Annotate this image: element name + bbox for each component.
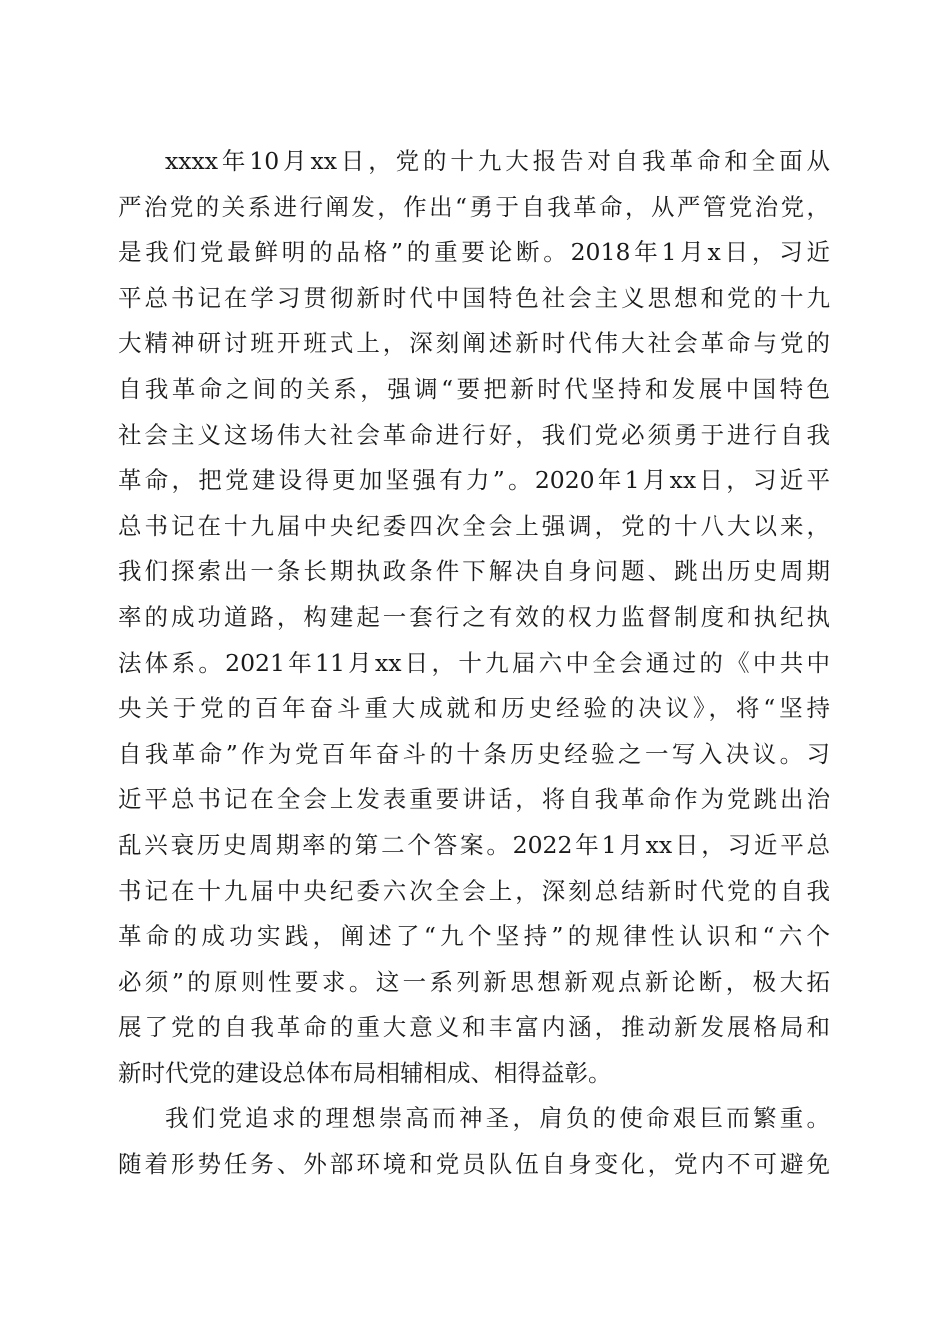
- text-line: 必须”的原则性要求。这一系列新思想新观点新论断，极大拓: [118, 967, 830, 996]
- text-line: 总书记在十九届中央纪委四次全会上强调，党的十八大以来，: [118, 511, 830, 540]
- text-line: 平总书记在学习贯彻新时代中国特色社会主义思想和党的十九: [118, 283, 830, 312]
- text-line: 大精神研讨班开班式上，深刻阐述新时代伟大社会革命与党的: [118, 329, 830, 358]
- text-line: 我们党追求的理想崇高而神圣，肩负的使命艰巨而繁重。: [165, 1104, 830, 1133]
- text-line: 社会主义这场伟大社会革命进行好，我们党必须勇于进行自我: [118, 420, 830, 449]
- paragraph: [118, 139, 830, 1096]
- text-line: 展了党的自我革命的重大意义和丰富内涵，推动新发展格局和: [118, 1013, 830, 1042]
- text-line: 乱兴衰历史周期率的第二个答案。2022年1月xx日，习近平总: [118, 830, 830, 859]
- text-line: 书记在十九届中央纪委六次全会上，深刻总结新时代党的自我: [118, 876, 830, 905]
- document-body: [118, 139, 830, 1188]
- text-line: 我们探索出一条长期执政条件下解决自身问题、跳出历史周期: [118, 557, 830, 586]
- text-line: 革命，把党建设得更加坚强有力”。2020年1月xx日，习近平: [118, 466, 830, 495]
- text-line: 率的成功道路，构建起一套行之有效的权力监督制度和执纪执: [118, 602, 830, 631]
- text-line: 严治党的关系进行阐发，作出“勇于自我革命，从严管党治党，: [118, 192, 830, 221]
- text-line: xxxx年10月xx日，党的十九大报告对自我革命和全面从: [165, 147, 830, 175]
- text-line: 随着形势任务、外部环境和党员队伍自身变化，党内不可避免: [118, 1150, 830, 1179]
- text-line: 近平总书记在全会上发表重要讲话，将自我革命作为党跳出治: [118, 785, 830, 814]
- text-line: 央关于党的百年奋斗重大成就和历史经验的决议》，将“坚持: [118, 694, 830, 723]
- text-line: 是我们党最鲜明的品格”的重要论断。2018年1月x日，习近: [118, 238, 830, 267]
- text-line: 新时代党的建设总体布局相辅相成、相得益彰。: [118, 1058, 612, 1087]
- text-line: 自我革命之间的关系，强调“要把新时代坚持和发展中国特色: [118, 374, 830, 403]
- text-line: 自我革命”作为党百年奋斗的十条历史经验之一写入决议。习: [118, 739, 830, 768]
- text-line: 革命的成功实践，阐述了“九个坚持”的规律性认识和“六个: [118, 922, 830, 951]
- paragraph: [118, 1096, 830, 1187]
- text-line: 法体系。2021年11月xx日，十九届六中全会通过的《中共中: [118, 648, 830, 677]
